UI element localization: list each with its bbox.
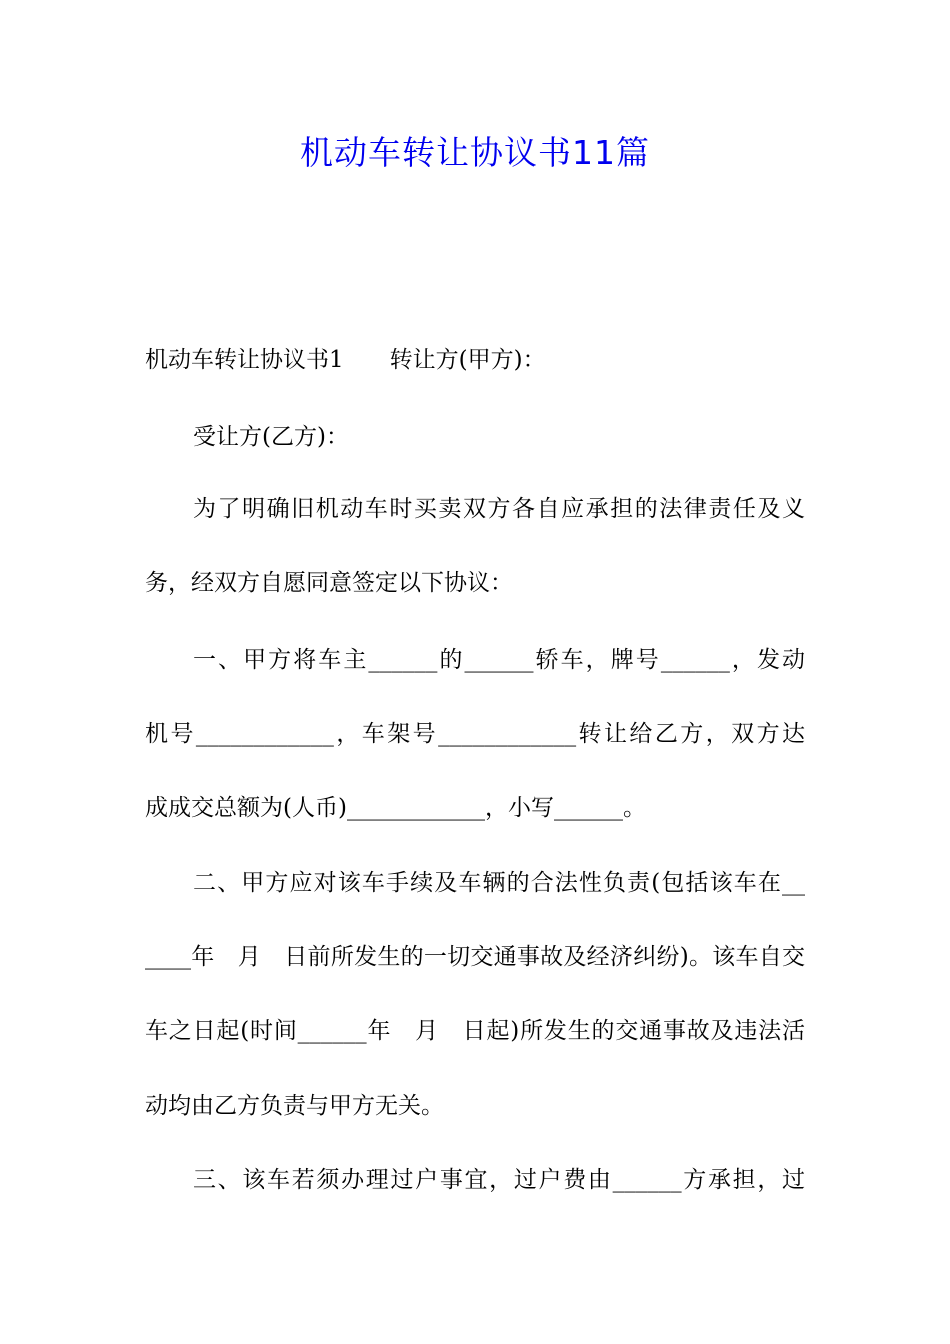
- paragraph-line-8: 二、甲方应对该车手续及车辆的合法性负责(包括该车在__: [193, 870, 805, 896]
- document-title: 机动车转让协议书11篇: [300, 133, 650, 172]
- paragraph-line-9: ____年 月 日前所发生的一切交通事故及经济纠纷)。该车自交: [145, 944, 805, 970]
- paragraph-line-2: 受让方(乙方)：: [193, 424, 349, 450]
- paragraph-line-11: 动均由乙方负责与甲方无关。: [145, 1093, 444, 1119]
- paragraph-line-12: 三、该车若须办理过户事宜，过户费由______方承担，过: [193, 1167, 805, 1193]
- paragraph-line-3: 为了明确旧机动车时买卖双方各自应承担的法律责任及义: [193, 496, 805, 522]
- paragraph-line-4: 务，经双方自愿同意签定以下协议：: [145, 570, 513, 596]
- paragraph-line-5: 一、甲方将车主______的______轿车，牌号______，发动: [193, 647, 805, 673]
- paragraph-line-10: 车之日起(时间______年 月 日起)所发生的交通事故及违法活: [145, 1018, 805, 1044]
- paragraph-line-6: 机号____________，车架号____________转让给乙方，双方达: [145, 721, 805, 747]
- paragraph-line-1: 机动车转让协议书1 转让方(甲方)：: [145, 347, 546, 373]
- paragraph-line-7: 成成交总额为(人币)____________，小写______。: [145, 795, 646, 821]
